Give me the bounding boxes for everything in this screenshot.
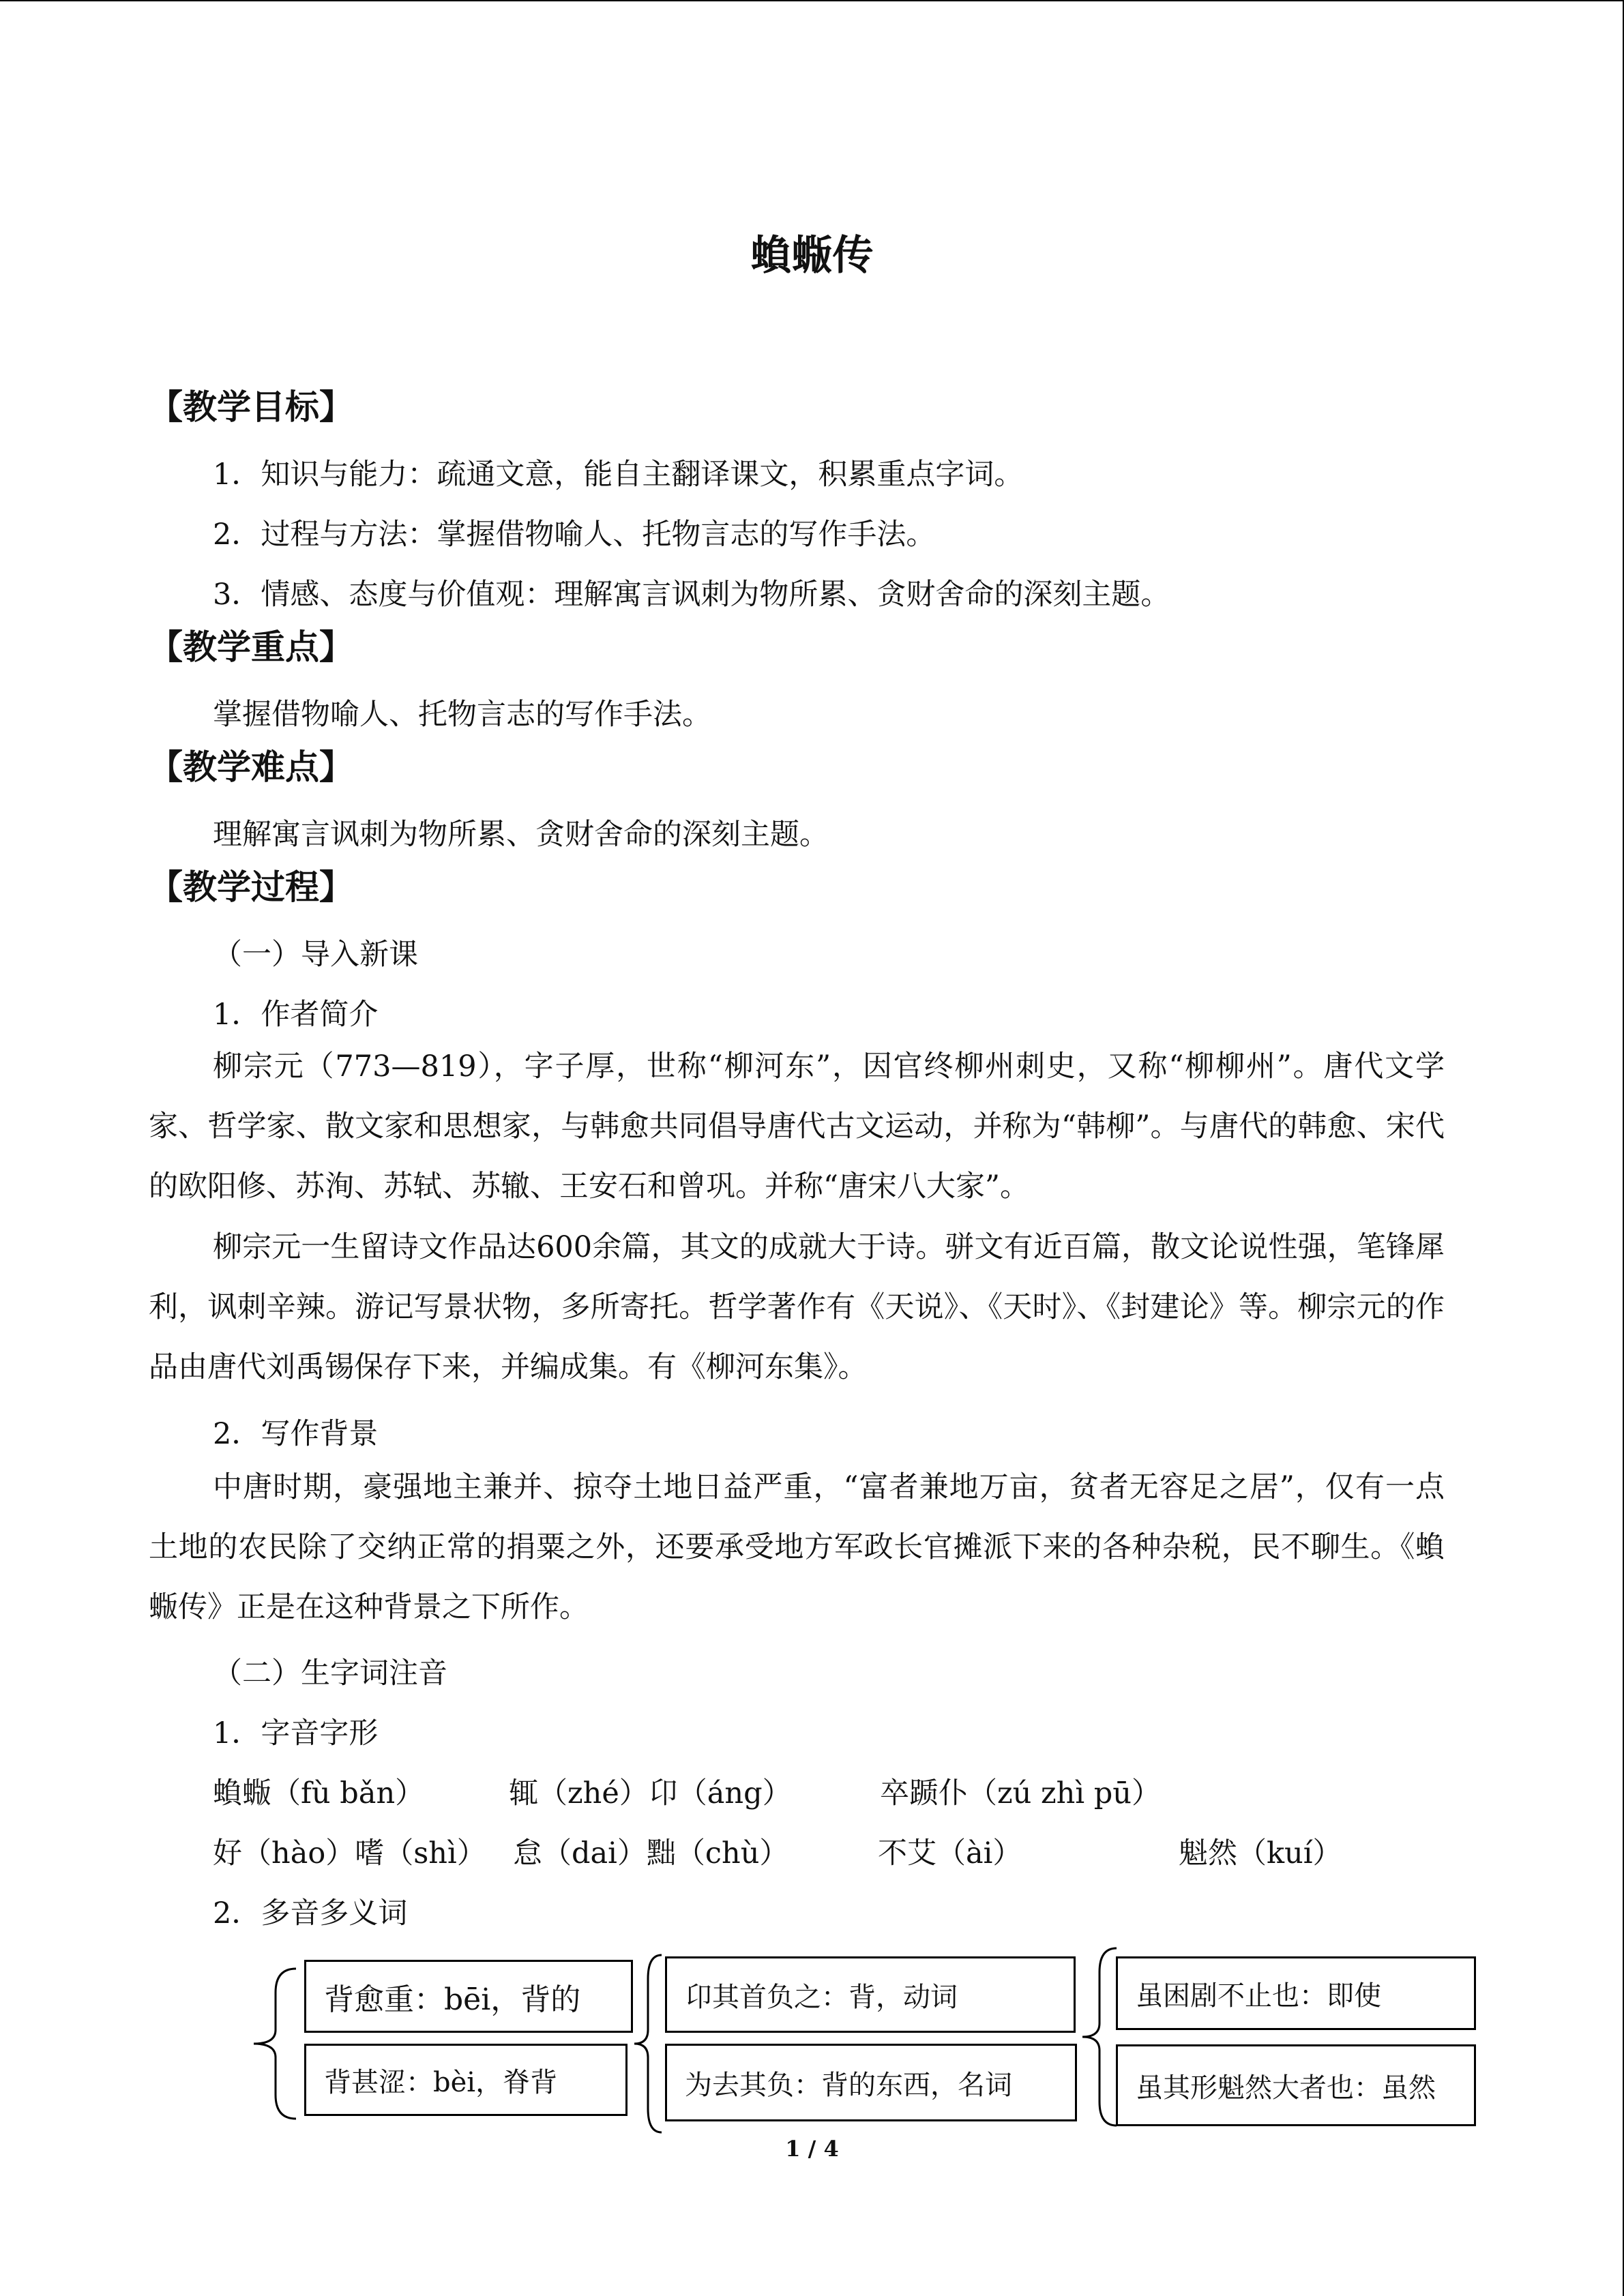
left-brace-icon xyxy=(1079,1945,1120,2129)
pronunciation-item: 卒踬仆（zú zhì pū） xyxy=(880,1776,1162,1810)
difficulty-heading: 【教学难点】 xyxy=(149,747,353,787)
polyphone-box: 虽其形魁然大者也：虽然 xyxy=(1116,2044,1476,2126)
author-heading: 1．作者简介 xyxy=(213,998,379,1032)
pronunciation-item: 好（hào）嗜（shì） xyxy=(213,1836,486,1870)
polyphone-box: 为去其负：背的东西，名词 xyxy=(665,2044,1077,2121)
author-paragraph-2: 柳宗元一生留诗文作品达600余篇，其文的成就大于诗。骈文有近百篇，散文论说性强，笔锋犀利，讽刺辛辣。游记写景状物，多所寄托。哲学著作有《天说》、《天时》、《封建论》等。柳宗元的作品由唐代刘禹锡保存下来，并编成集。有《柳河东集》。 xyxy=(149,1230,1445,1384)
pronunciation-item: 魁然（kuí） xyxy=(1179,1836,1342,1870)
focus-text: 掌握借物喻人、托物言志的写作手法。 xyxy=(213,698,711,732)
background-heading: 2．写作背景 xyxy=(213,1417,379,1451)
pronunciation-item: 怠（dai）黜（chù） xyxy=(513,1836,789,1870)
difficulty-text: 理解寓言讽刺为物所累、贪财舍命的深刻主题。 xyxy=(213,818,829,852)
pronunciation-item: 不艾（ài） xyxy=(878,1836,1022,1870)
pronunciation-heading: 1．字音字形 xyxy=(213,1716,379,1750)
goal-item-3: 3．情感、态度与价值观：理解寓言讽刺为物所累、贪财舍命的深刻主题。 xyxy=(213,578,1170,612)
process-heading: 【教学过程】 xyxy=(149,867,353,907)
document-title: 蝜蝂传 xyxy=(750,232,874,280)
intro-heading: （一）导入新课 xyxy=(213,938,418,972)
pronunciation-item: 蝜蝂（fù bǎn） xyxy=(213,1776,425,1810)
page-number: 1 / 4 xyxy=(785,2136,839,2162)
goal-item-1: 1．知识与能力：疏通文意，能自主翻译课文，积累重点字词。 xyxy=(213,458,1024,492)
polyphone-box: 背愈重：bēi，背的 xyxy=(304,1960,633,2033)
goal-item-2: 2．过程与方法：掌握借物喻人、托物言志的写作手法。 xyxy=(213,518,936,552)
focus-heading: 【教学重点】 xyxy=(149,627,353,667)
background-paragraph: 中唐时期，豪强地主兼并、掠夺土地日益严重，“富者兼地万亩，贫者无容足之居”，仅有一点土地的农民除了交纳正常的捐粟之外，还要承受地方军政长官摊派下来的各种杂税，民不聊生。《蝜蝂传》正是在这种背景之下所作。 xyxy=(149,1470,1445,1624)
vocab-heading: （二）生字词注音 xyxy=(213,1656,447,1690)
polyphone-heading: 2．多音多义词 xyxy=(213,1896,408,1930)
left-brace-icon xyxy=(631,1952,665,2136)
polyphone-box: 卬其首负之：背，动词 xyxy=(665,1956,1076,2033)
polyphone-box: 背甚涩：bèi，脊背 xyxy=(304,2044,628,2116)
polyphone-box: 虽困剧不止也：即使 xyxy=(1116,1956,1476,2030)
left-brace-icon xyxy=(248,1965,303,2122)
pronunciation-item: 辄（zhé）卬（áng） xyxy=(509,1776,792,1810)
goals-heading: 【教学目标】 xyxy=(149,387,353,427)
author-paragraph-1: 柳宗元（773—819），字子厚，世称“柳河东”，因官终柳州刺史，又称“柳柳州”。唐代文学家、哲学家、散文家和思想家，与韩愈共同倡导唐代古文运动，并称为“韩柳”。与唐代的韩愈、宋代的欧阳修、苏洵、苏轼、苏辙、王安石和曾巩。并称“唐宋八大家”。 xyxy=(149,1049,1445,1204)
